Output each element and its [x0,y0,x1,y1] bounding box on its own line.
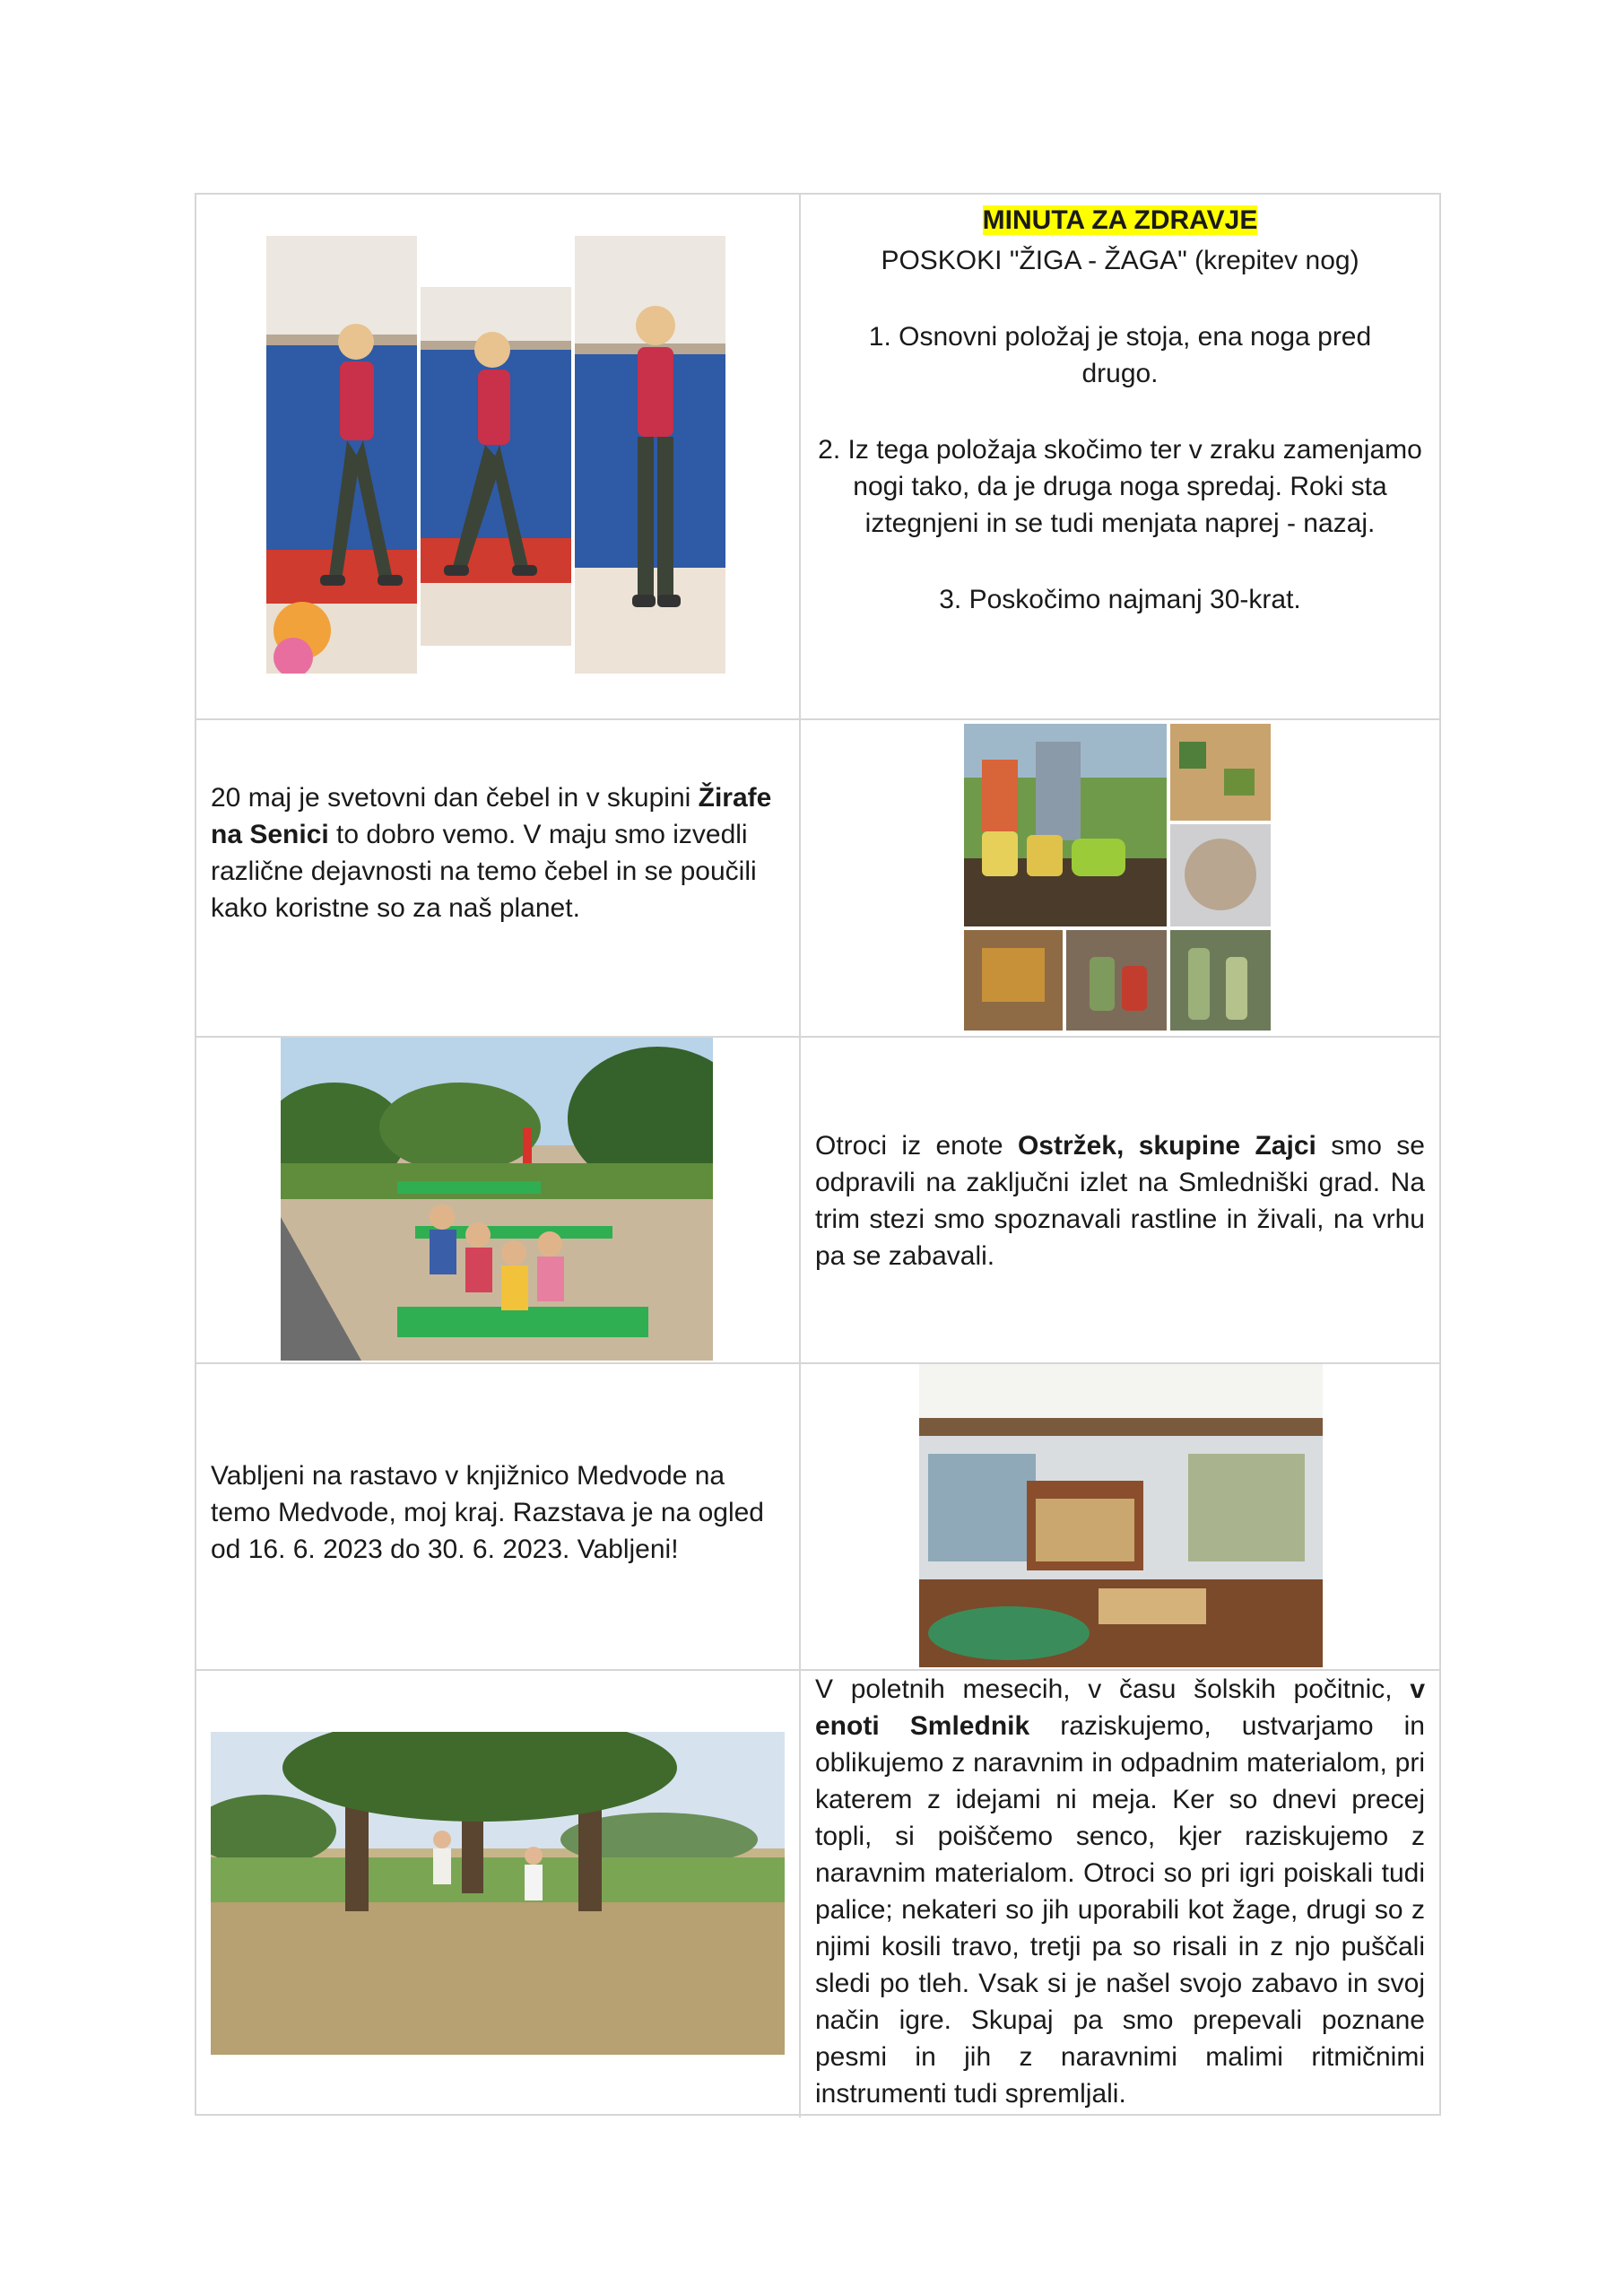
summer-photo-cell [196,1671,799,2118]
row-exhibition [196,1362,1439,1669]
content-table [195,193,1441,2116]
unit-name-ostrzek: Ostržek, skupine Zajci [1017,1131,1316,1161]
exercise-photo-3 [575,236,725,674]
exercise-step-1: 1. Osnovni položaj je stoja, ena noga pred drugo. [868,322,1372,388]
summer-text: V poletnih mesecih, v času šolskih počitnic, v enoti Smlednik raziskujemo, ustvarjamo in oblikujemo z naravnim in odpadnim materialom, pri katerem z idejami ni meja. Ker so dnevi precej topli, si poiščemo senco, kjer raziskujemo z naravnim materialom. Otroci so pri igri poiskali tudi palice; nekateri so jih uporabili kot žage, drugi so z njimi kosili travo, tretji pa so risali in z njo puščali sledi po tleh. Vsak si je našel svojo zabavo in svoj način igre. Skupaj pa smo prepevali poznane pesmi in jih z naravnimi malimi ritmičnimi instrumenti tudi spremljali. [815,1674,1425,2109]
exercise-title: MINUTA ZA ZDRAVJE [982,205,1258,235]
exercise-step-3: 3. Poskočimo najmanj 30-krat. [939,585,1301,614]
unit-name-smlednik: v enoti Smlednik [815,1674,1425,1741]
excursion-photo [281,1038,713,1361]
summer-photo [211,1732,785,2055]
exercise-subtitle: POSKOKI "ŽIGA - ŽAGA" (krepitev nog) [881,246,1359,275]
excursion-text: Otroci iz enote Ostržek, skupine Zajci smo se odpravili na zaključni izlet na Smledniški grad. Na trim stezi smo spoznavali rastline in živali, na vrhu pa se zabavali. [815,1131,1425,1271]
bees-collage [801,720,1439,1036]
row-excursion [196,1036,1439,1362]
exercise-photos [196,195,799,718]
exhibition-text [196,1364,799,1669]
exercise-photo-1 [266,236,417,674]
row-bees [196,718,1439,1036]
exercise-step-2: 2. Iz tega položaja skočimo ter v zraku zamenjamo nogi tako, da je druga noga spredaj. Roki sta iztegnjeni in se tudi menjata naprej - nazaj. [818,435,1422,538]
exhibition-photo-cell [801,1364,1439,1669]
group-name-zirafe: Žirafe na Senici [211,783,772,849]
exercise-photo-2 [421,287,571,646]
bees-text: 20 maj je svetovni dan čebel in v skupini Žirafe na Senici to dobro vemo. V maju smo izvedli različne dejavnosti na temo čebel in se poučili kako koristne so za naš planet. [211,783,772,923]
exercise-text [801,195,1439,718]
row-summer [196,1669,1439,2118]
exhibition-invitation: Vabljeni na rastavo v knjižnico Medvode na temo Medvode, moj kraj. Razstava je na ogled od 16. 6. 2023 do 30. 6. 2023. Vabljeni! [211,1461,764,1564]
excursion-photo-cell [196,1038,799,1362]
bees-collage-photo [964,724,1271,1031]
exhibition-photo [919,1364,1323,1667]
row-exercise [196,195,1439,718]
